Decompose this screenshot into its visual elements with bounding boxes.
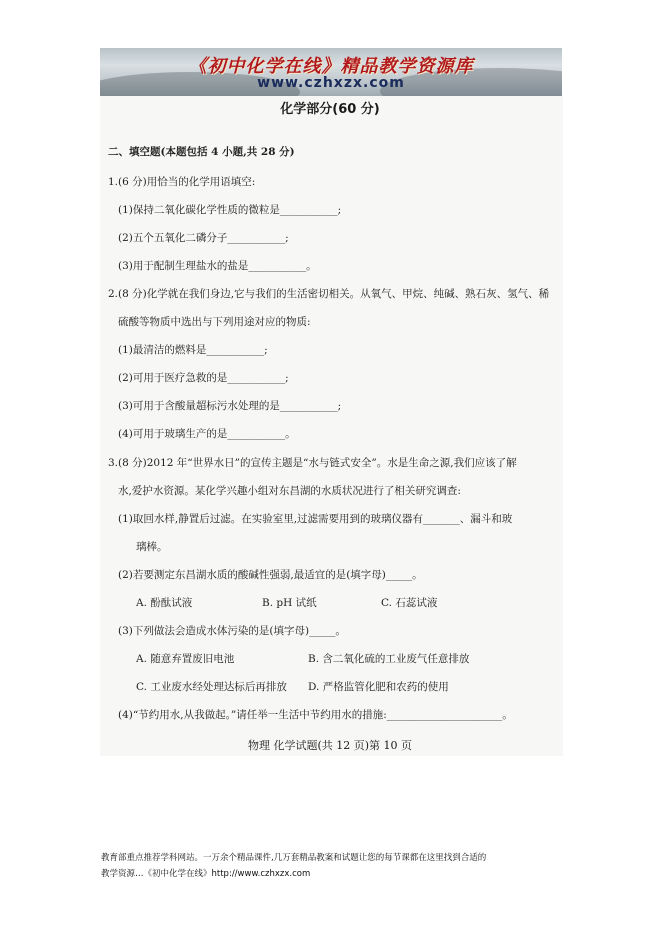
question-2-stem: 2.(8 分)化学就在我们身边,它与我们的生活密切相关。从氧气、甲烷、纯碱、熟石灰、氢气、稀 xyxy=(108,288,550,300)
option-b: B. 含二氧化硫的工业废气任意排放 xyxy=(308,653,470,665)
option-a: A. 酚酞试液 xyxy=(136,597,193,609)
option-b: B. pH 试纸 xyxy=(262,597,317,609)
question-3-stem-cont: 水,爱护水资源。某化学兴趣小组对东昌湖的水质状况进行了相关研究调查: xyxy=(118,485,461,497)
question-1-stem: 1.(6 分)用恰当的化学用语填空: xyxy=(108,176,256,188)
option-a: A. 随意弃置废旧电池 xyxy=(136,653,235,665)
question-3-item: (2)若要测定东昌湖水质的酸碱性强弱,最适宜的是(填字母)_____。 xyxy=(118,569,423,581)
banner-title: 《初中化学在线》精品教学资源库 xyxy=(188,56,474,77)
question-3-item: (1)取回水样,静置后过滤。在实验室里,过滤需要用到的玻璃仪器有_______、漏斗和玻 xyxy=(118,513,513,525)
option-d: D. 严格监管化肥和农药的使用 xyxy=(308,681,449,693)
section-title: 化学部分(60 分) xyxy=(280,102,380,117)
bottom-note-line1: 教育部重点推荐学科网站。一万余个精品课件,几万套精品教案和试题让您的每节课都在这里找到合适的 xyxy=(101,853,487,863)
question-2-item: (3)可用于含酸量超标污水处理的是___________; xyxy=(118,400,342,412)
banner-url: www.czhxzx.com xyxy=(257,75,405,91)
question-3-stem: 3.(8 分)2012 年“世界水日”的宣传主题是“水与链式安全”。水是生命之源,我们应该了解 xyxy=(108,457,517,469)
question-2-item: (4)可用于玻璃生产的是___________。 xyxy=(118,428,296,440)
question-1-item: (3)用于配制生理盐水的盐是___________。 xyxy=(118,260,317,272)
option-c: C. 石蕊试液 xyxy=(381,597,438,609)
bottom-note-line2: 教学资源…《初中化学在线》http://www.czhxzx.com xyxy=(101,869,311,879)
question-2-item: (1)最清洁的燃料是___________; xyxy=(118,344,268,356)
part-heading: 二、填空题(本题包括 4 小题,共 28 分) xyxy=(108,146,295,158)
site-banner xyxy=(100,48,562,96)
question-3-item: (3)下列做法会造成水体污染的是(填字母)_____。 xyxy=(118,625,346,637)
page-footer: 物理 化学试题(共 12 页)第 10 页 xyxy=(247,739,413,752)
question-2-item: (2)可用于医疗急救的是___________; xyxy=(118,372,289,384)
question-2-stem-cont: 硫酸等物质中选出与下列用途对应的物质: xyxy=(118,316,311,328)
question-1-item: (2)五个五氧化二磷分子___________; xyxy=(118,232,289,244)
option-c: C. 工业废水经处理达标后再排放 xyxy=(136,681,287,693)
question-1-item: (1)保持二氧化碳化学性质的微粒是___________; xyxy=(118,204,342,216)
question-3-item: (4)“节约用水,从我做起。”请任举一生活中节约用水的措施:______________________。 xyxy=(118,709,513,721)
question-3-item-cont: 璃棒。 xyxy=(136,541,168,553)
